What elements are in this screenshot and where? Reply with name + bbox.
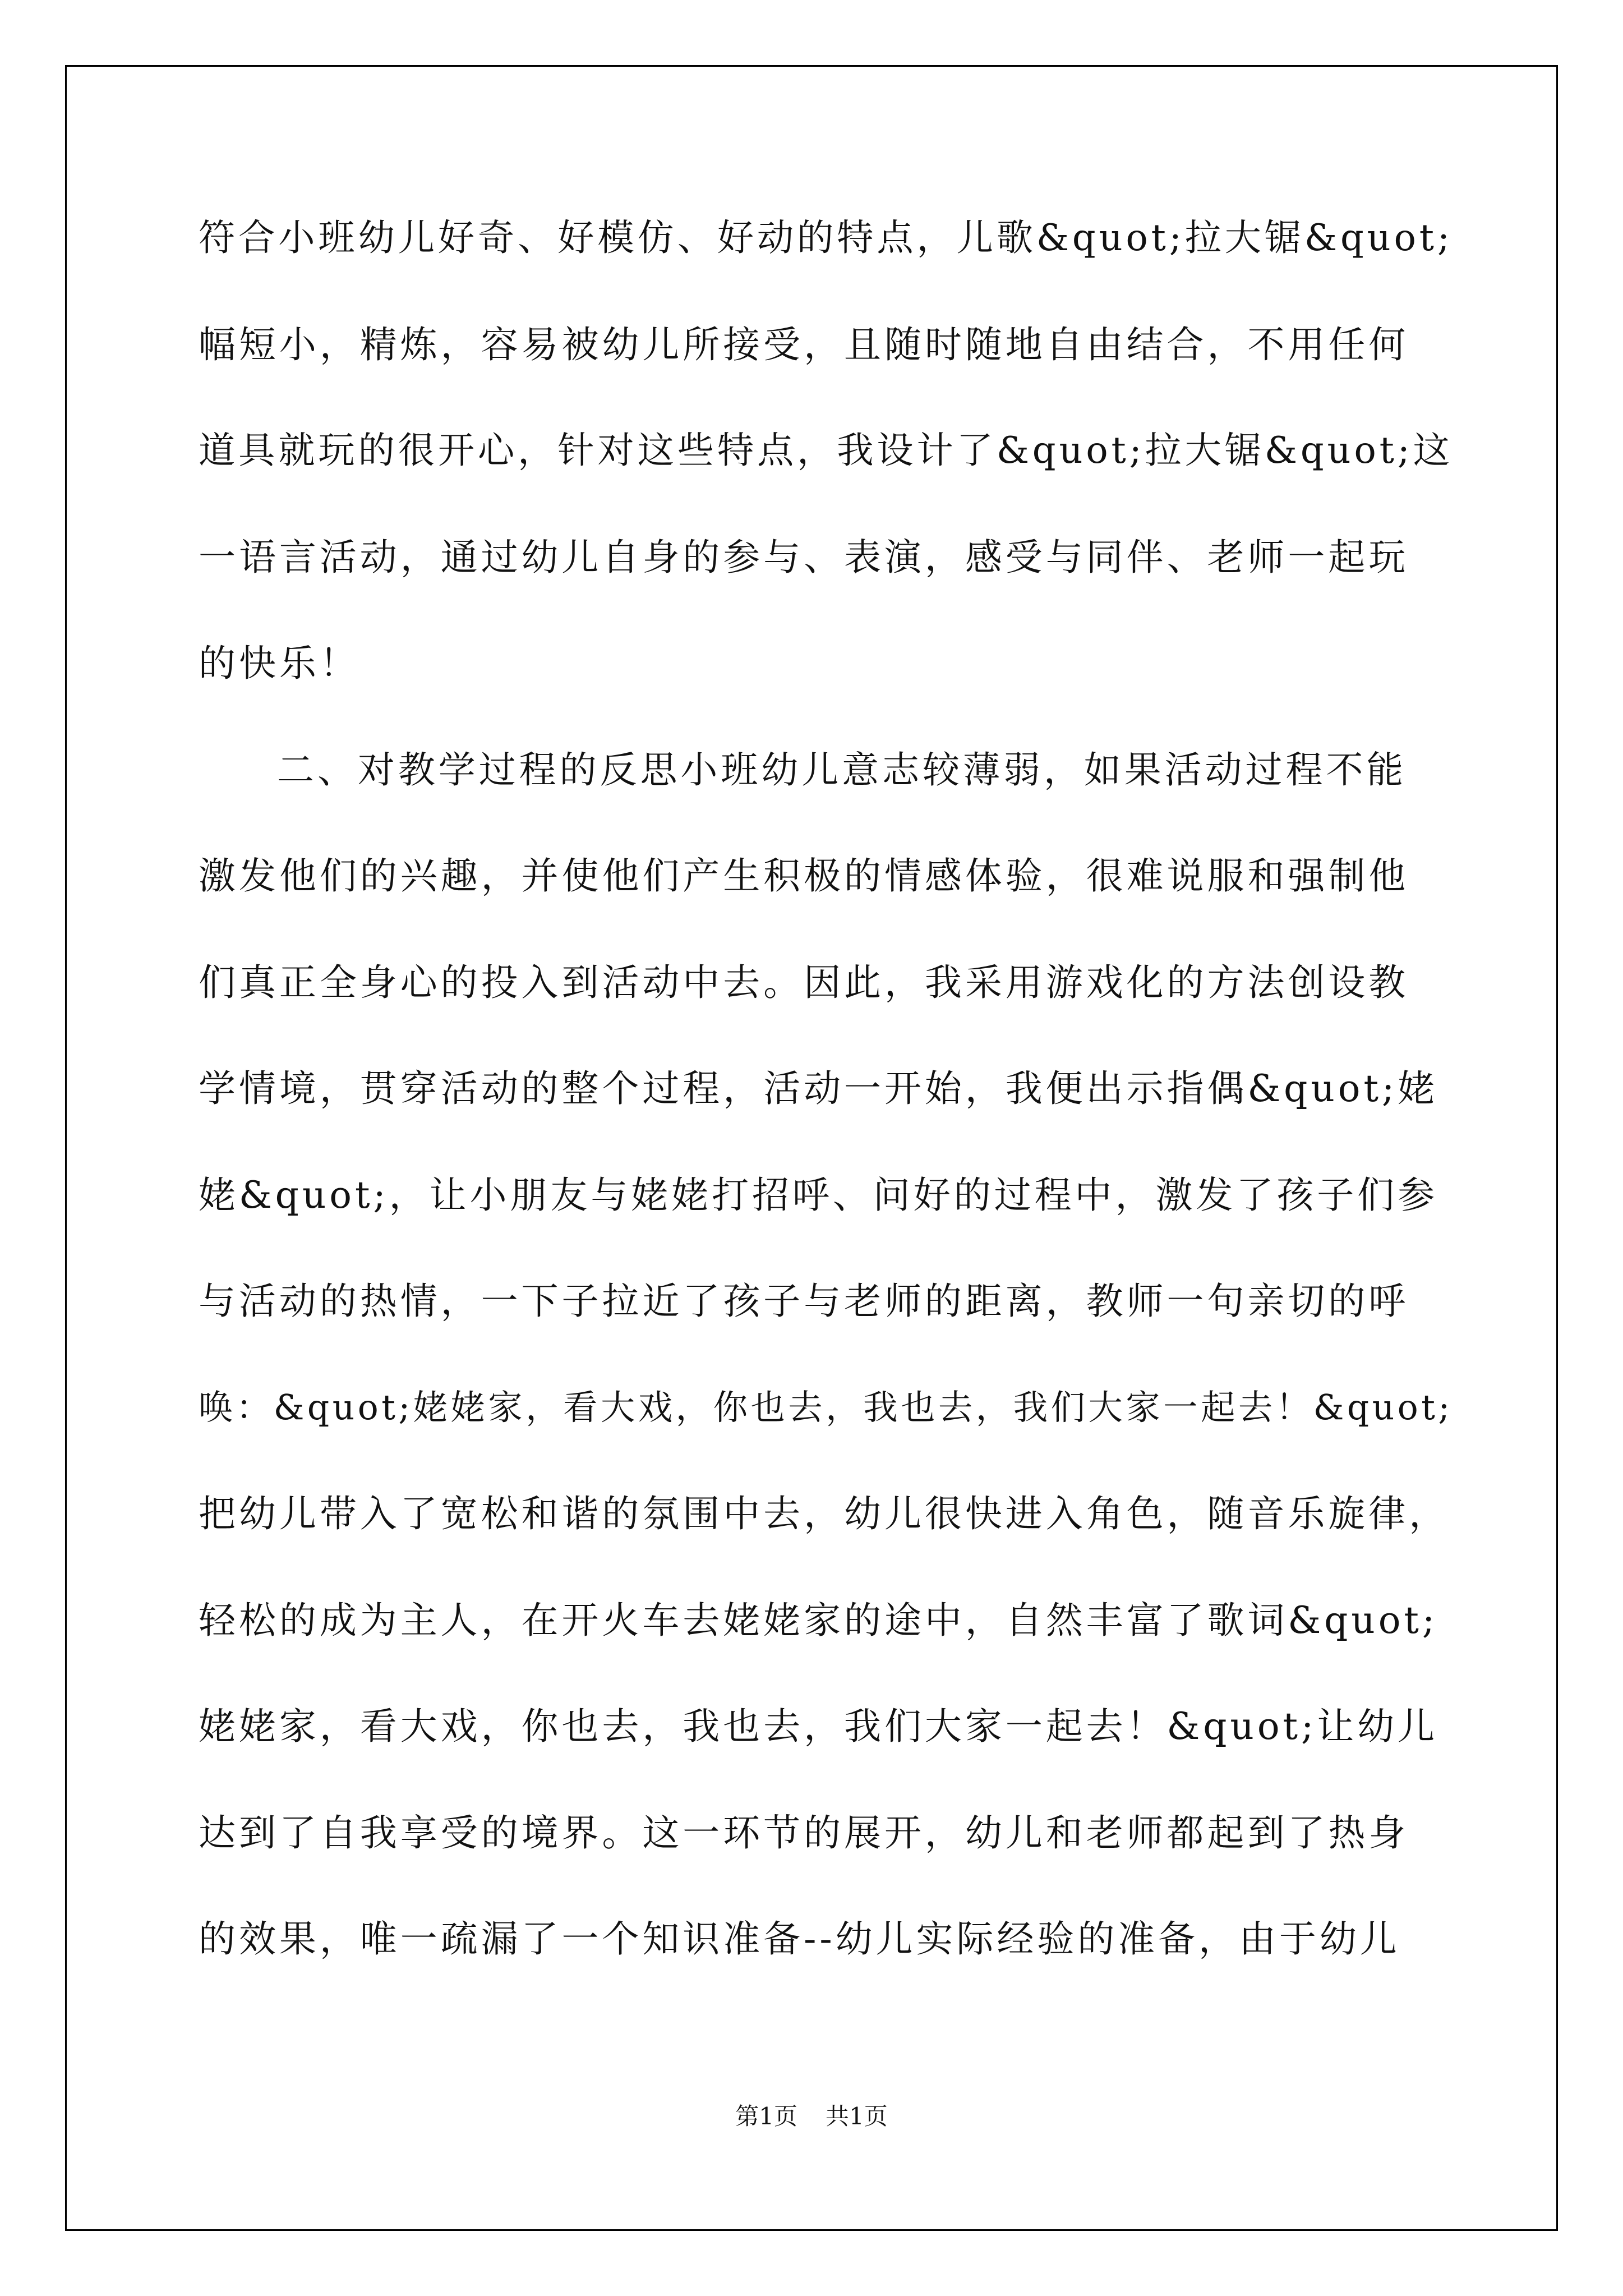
text-line: 把幼儿带入了宽松和谐的氛围中去，幼儿很快进入角色，随音乐旋律， bbox=[199, 1492, 1450, 1535]
text-line: 姥&quot;，让小朋友与姥姥打招呼、问好的过程中，激发了孩子们参 bbox=[199, 1173, 1438, 1217]
page-number: 第1页 bbox=[735, 2102, 797, 2130]
text-line: 轻松的成为主人，在开火车去姥姥家的途中，自然丰富了歌词&quot; bbox=[199, 1598, 1438, 1642]
text-line: 姥姥家，看大戏，你也去，我也去，我们大家一起去！&quot;让幼儿 bbox=[199, 1705, 1438, 1748]
text-line: 们真正全身心的投入到活动中去。因此，我采用游戏化的方法创设教 bbox=[199, 960, 1409, 1004]
text-line: 符合小班幼儿好奇、好模仿、好动的特点，儿歌&quot;拉大锯&quot; bbox=[199, 217, 1453, 259]
paragraph-start-line: 二、对教学过程的反思小班幼儿意志较薄弱，如果活动过程不能 bbox=[277, 748, 1407, 792]
page-footer bbox=[0, 2098, 1623, 2132]
text-line: 与活动的热情，一下子拉近了孩子与老师的距离，教师一句亲切的呼 bbox=[199, 1280, 1409, 1323]
text-line: 道具就玩的很开心，针对这些特点，我设计了&quot;拉大锯&quot;这 bbox=[199, 429, 1453, 472]
text-line: 幅短小，精炼，容易被幼儿所接受，且随时随地自由结合，不用任何 bbox=[199, 323, 1409, 366]
text-line: 学情境，贯穿活动的整个过程，活动一开始，我便出示指偶&quot;姥 bbox=[199, 1067, 1438, 1110]
text-line: 一语言活动，通过幼儿自身的参与、表演，感受与同伴、老师一起玩 bbox=[199, 535, 1409, 579]
document-body bbox=[199, 185, 1466, 1993]
text-line: 达到了自我享受的境界。这一环节的展开，幼儿和老师都起到了热身 bbox=[199, 1811, 1409, 1855]
page-total: 共1页 bbox=[826, 2102, 888, 2130]
text-line: 的效果，唯一疏漏了一个知识准备--幼儿实际经验的准备，由于幼儿 bbox=[199, 1917, 1400, 1961]
text-line: 的快乐！ bbox=[199, 642, 360, 685]
text-line: 唤：&quot;姥姥家，看大戏，你也去，我也去，我们大家一起去！&quot; bbox=[199, 1387, 1453, 1428]
text-line: 激发他们的兴趣，并使他们产生积极的情感体验，很难说服和强制他 bbox=[199, 854, 1409, 898]
